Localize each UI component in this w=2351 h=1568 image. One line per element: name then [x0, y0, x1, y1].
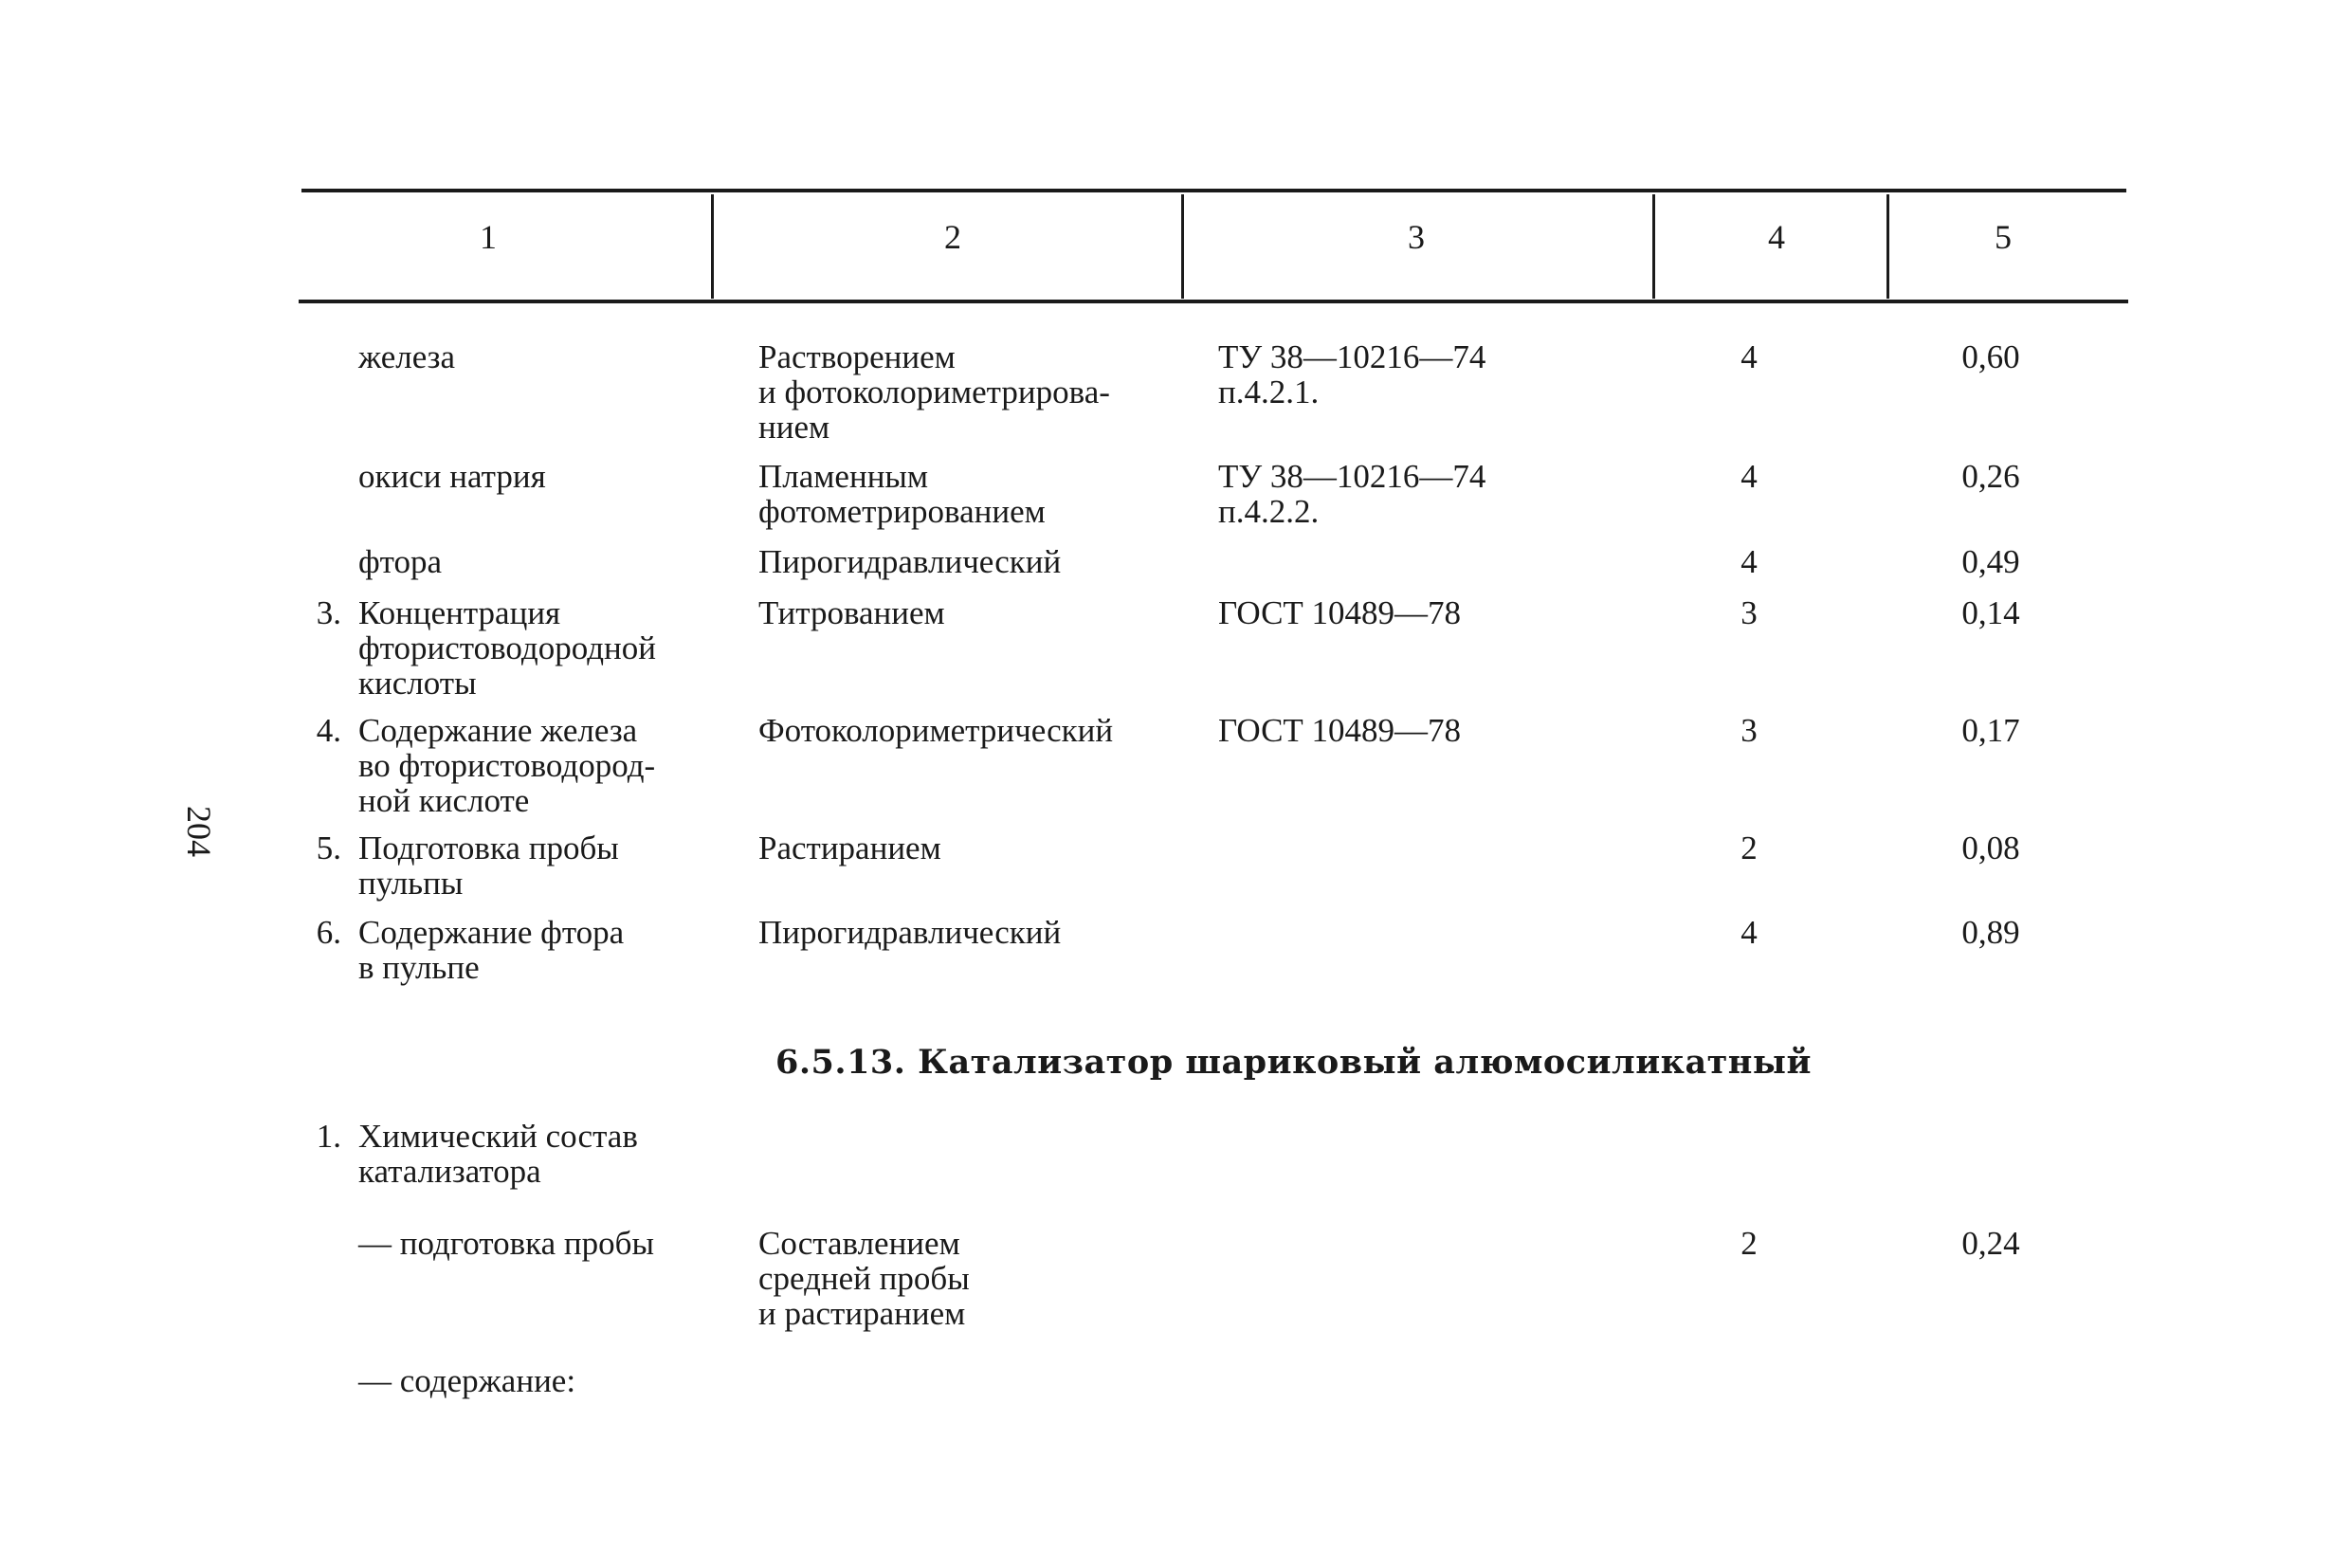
row-method: Титрованием [758, 594, 945, 631]
row-method: Фотоколориметрический [758, 712, 1114, 749]
row-name: Химический состав катализатора [358, 1118, 638, 1190]
row-number: 5. [316, 830, 341, 866]
row-method: Составлением средней пробы и растиранием [758, 1225, 970, 1332]
table-header-col4: 4 [1768, 218, 1785, 256]
row-method: Пламенным фотометрированием [758, 458, 1046, 530]
column-separator [1652, 194, 1655, 299]
row-name: фтора [358, 543, 443, 580]
row-col5: 0,60 [1961, 338, 2020, 375]
row-number: 4. [316, 712, 341, 749]
row-col4: 4 [1740, 914, 1758, 951]
table-header-col2: 2 [944, 218, 961, 256]
row-col5: 0,08 [1961, 830, 2020, 866]
row-document: ГОСТ 10489—78 [1218, 594, 1462, 631]
row-col5: 0,24 [1961, 1225, 2020, 1262]
row-name: железа [358, 338, 456, 375]
row-col5: 0,89 [1961, 914, 2020, 951]
row-col5: 0,17 [1961, 712, 2020, 749]
row-col4: 3 [1740, 712, 1758, 749]
table-header-col5: 5 [1995, 218, 2012, 256]
row-name: Содержание фтора в пульпе [358, 914, 625, 986]
row-method: Растворением и фотоколориметрирова- нием [758, 338, 1110, 446]
row-col4: 4 [1740, 458, 1758, 495]
row-name: — подготовка пробы [358, 1225, 654, 1262]
row-col5: 0,26 [1961, 458, 2020, 495]
row-name: окиси натрия [358, 458, 546, 495]
row-number: 6. [316, 914, 341, 951]
row-method: Растиранием [758, 830, 941, 866]
page-number: 204 [180, 806, 218, 857]
table-header-col3: 3 [1408, 218, 1425, 256]
row-name: Подготовка пробы пульпы [358, 830, 619, 902]
table-header-bottom-rule [299, 300, 2128, 303]
row-col4: 4 [1740, 543, 1758, 580]
row-col4: 2 [1740, 830, 1758, 866]
row-number: 1. [316, 1118, 341, 1155]
row-col4: 2 [1740, 1225, 1758, 1262]
row-name: — содержание: [358, 1362, 576, 1399]
row-method: Пирогидравлический [758, 914, 1062, 951]
column-separator [1181, 194, 1184, 299]
section-heading: 6.5.13. Катализатор шариковый алюмосиликатный [775, 1043, 1812, 1082]
row-method: Пирогидравлический [758, 543, 1062, 580]
row-number: 3. [316, 594, 341, 631]
row-col5: 0,14 [1961, 594, 2020, 631]
table-top-rule [301, 189, 2126, 192]
row-col5: 0,49 [1961, 543, 2020, 580]
row-col4: 3 [1740, 594, 1758, 631]
row-name: Содержание железа во фтористоводород- ной кислоте [358, 712, 656, 819]
table-header-col1: 1 [480, 218, 497, 256]
row-document: ГОСТ 10489—78 [1218, 712, 1462, 749]
row-name: Концентрация фтористоводородной кислоты [358, 594, 656, 702]
column-separator [1886, 194, 1889, 299]
row-document: ТУ 38—10216—74 п.4.2.1. [1218, 338, 1486, 410]
column-separator [711, 194, 714, 299]
row-col4: 4 [1740, 338, 1758, 375]
row-document: ТУ 38—10216—74 п.4.2.2. [1218, 458, 1486, 530]
